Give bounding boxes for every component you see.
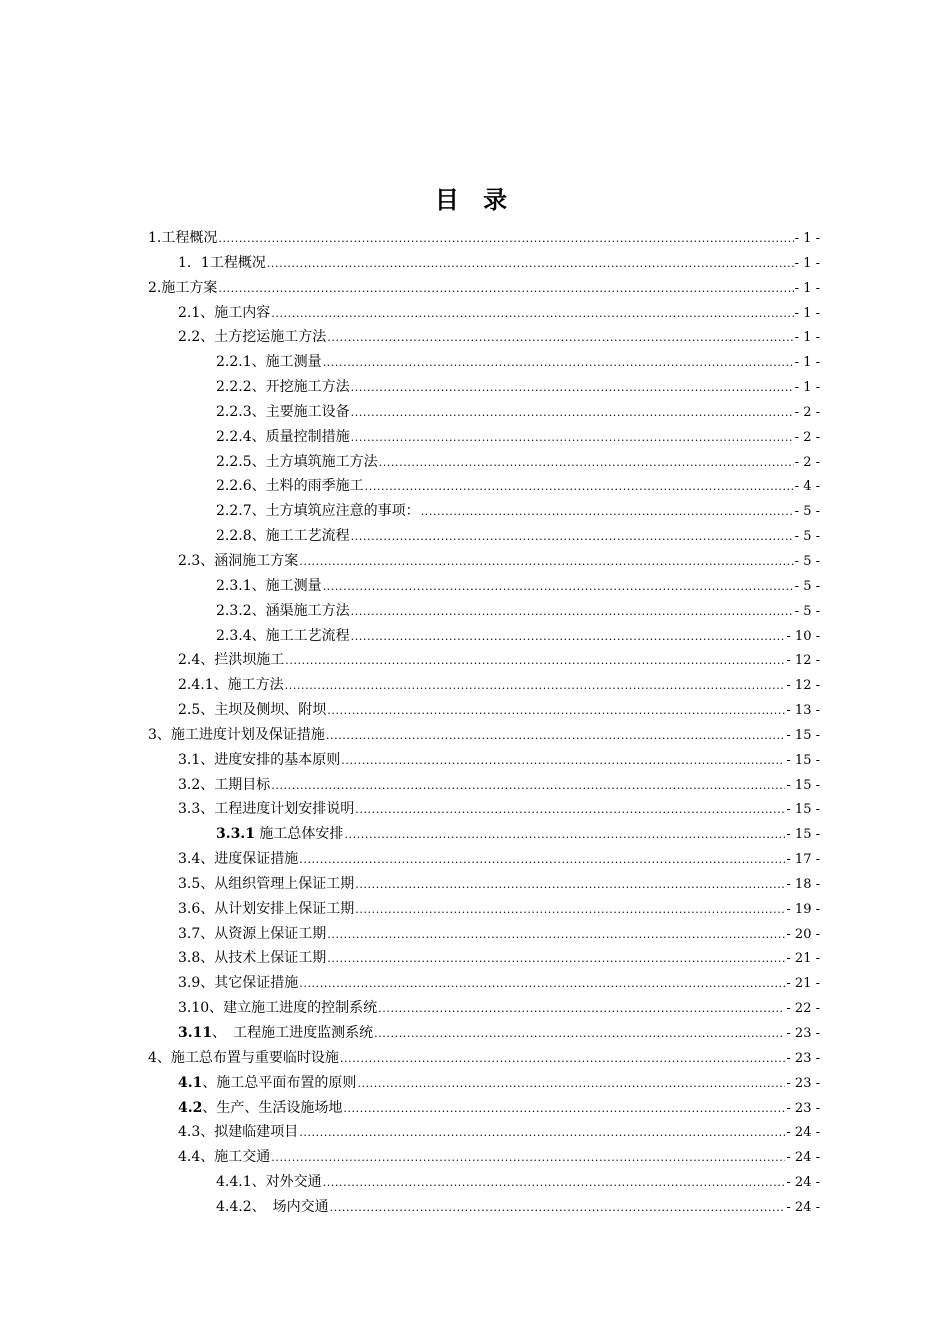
- toc-entry-text: 3.5、从组织管理上保证工期: [178, 875, 355, 892]
- toc-entry-text: 2.4、拦洪坝施工: [178, 652, 285, 669]
- toc-entry-page-number: - 12 -: [786, 653, 820, 669]
- dot-leader: [355, 898, 785, 923]
- toc-entry[interactable]: [148, 847, 820, 872]
- toc-entry-text: 2.2.4、质量控制措施: [216, 428, 350, 445]
- toc-entry-page-number: - 1 -: [794, 305, 820, 321]
- toc-entry[interactable]: [148, 226, 820, 251]
- toc-entry-text: 2.2.5、土方填筑施工方法: [216, 453, 378, 470]
- dot-leader: [340, 1047, 785, 1072]
- toc-entry-page-number: - 2 -: [794, 404, 820, 420]
- toc-entry-label: [216, 499, 420, 524]
- toc-entry-page-number: - 12 -: [786, 678, 820, 694]
- toc-entry-label: [178, 1071, 356, 1096]
- toc-entry[interactable]: [148, 474, 820, 499]
- toc-entry-label: [148, 226, 217, 251]
- toc-entry[interactable]: [148, 1071, 820, 1096]
- toc-entry[interactable]: [148, 1170, 820, 1195]
- toc-entry-number: 4.2: [178, 1099, 203, 1116]
- dot-leader: [378, 997, 785, 1022]
- toc-entry-text: 施工总体安排: [254, 826, 344, 843]
- toc-entry[interactable]: [148, 1021, 820, 1046]
- toc-entry-label: [178, 922, 326, 947]
- dot-leader: [323, 1171, 786, 1196]
- toc-entry-text: 3.2、工期目标: [178, 776, 271, 793]
- dot-leader: [355, 798, 785, 823]
- toc-entry-page-number: - 15 -: [786, 777, 820, 793]
- toc-entry-label: [216, 400, 350, 425]
- toc-entry[interactable]: [148, 922, 820, 947]
- toc-entry[interactable]: [148, 872, 820, 897]
- toc-entry-page-number: - 24 -: [786, 1175, 820, 1191]
- toc-entry-page-number: - 1 -: [794, 255, 820, 271]
- toc-entry[interactable]: [148, 748, 820, 773]
- toc-entry-label: [178, 797, 354, 822]
- toc-entry-page-number: - 1 -: [794, 330, 820, 346]
- toc-entry-label: [178, 648, 284, 673]
- toc-entry-label: [178, 773, 270, 798]
- toc-entry-label: [178, 698, 326, 723]
- toc-entry-label: [178, 897, 354, 922]
- toc-entry-label: [178, 1120, 298, 1145]
- toc-entry-label: [216, 375, 350, 400]
- toc-entry-text: 3.10、建立施工进度的控制系统: [178, 1000, 378, 1017]
- toc-entry-label: [216, 574, 322, 599]
- toc-entry-label: [178, 673, 284, 698]
- toc-entry-page-number: - 23 -: [786, 1100, 820, 1116]
- dot-leader: [421, 500, 794, 525]
- toc-entry-text: 、 工程施工进度监测系统: [212, 1025, 374, 1041]
- toc-entry-label: [148, 723, 325, 748]
- toc-entry-page-number: - 2 -: [794, 454, 820, 470]
- toc-entry-label: [178, 872, 354, 897]
- toc-entry-text: 2.2.8、施工工艺流程: [216, 528, 350, 545]
- toc-entry[interactable]: [148, 325, 820, 350]
- toc-entry-label: [216, 524, 350, 549]
- toc-entry-label: [178, 996, 377, 1021]
- toc-entry-label: [148, 1046, 339, 1071]
- toc-entry-page-number: - 1 -: [794, 231, 820, 246]
- toc-entry-label: [178, 748, 340, 773]
- toc-entry[interactable]: [148, 773, 820, 798]
- toc-entry-page-number: - 13 -: [786, 703, 820, 719]
- toc-entry-page-number: - 22 -: [786, 1001, 820, 1017]
- dot-leader: [351, 600, 794, 625]
- toc-entry-text: 3.7、从资源上保证工期: [178, 925, 327, 942]
- toc-entry[interactable]: [148, 1096, 820, 1121]
- toc-entry[interactable]: [148, 946, 820, 971]
- page-title: 目 录: [434, 185, 516, 214]
- toc-entry[interactable]: [148, 1046, 820, 1071]
- dot-leader: [271, 1146, 785, 1171]
- toc-entry-text: 1．1工程概况: [178, 254, 266, 271]
- toc-entry-text: 3.1、进度安排的基本原则: [178, 751, 341, 768]
- toc-entry[interactable]: [148, 450, 820, 475]
- toc-entry[interactable]: [148, 897, 820, 922]
- dot-leader: [326, 724, 785, 749]
- toc-entry[interactable]: [148, 723, 820, 748]
- dot-leader: [323, 575, 794, 600]
- dot-leader: [351, 525, 794, 550]
- toc-entry-text: 2.5、主坝及侧坝、附坝: [178, 702, 327, 719]
- toc-entry-text: 2.2.1、施工测量: [216, 354, 322, 371]
- dot-leader: [351, 426, 794, 451]
- toc-entry-page-number: - 15 -: [786, 802, 820, 818]
- toc-entry-page-number: - 21 -: [786, 951, 820, 967]
- toc-entry-text: 3.8、从技术上保证工期: [178, 950, 327, 967]
- dot-leader: [327, 699, 785, 724]
- toc-entry-page-number: - 2 -: [794, 429, 820, 445]
- toc-entry-label: [216, 599, 350, 624]
- toc-entry-text: 2.3.2、涵渠施工方法: [216, 602, 350, 619]
- toc-entry[interactable]: [148, 1145, 820, 1170]
- dot-leader: [299, 848, 785, 873]
- toc-entry-page-number: - 4 -: [794, 479, 820, 495]
- dot-leader: [379, 451, 794, 476]
- toc-entry-text: 4.3、拟建临建项目: [178, 1124, 299, 1141]
- toc-entry-page-number: - 18 -: [786, 876, 820, 892]
- toc-entry-text: 4.4、施工交通: [178, 1149, 271, 1166]
- toc-entry-label: [178, 301, 270, 326]
- toc-entry-label: [216, 822, 343, 847]
- dot-leader: [327, 947, 785, 972]
- toc-entry-text: 4、施工总布置与重要临时设施: [148, 1049, 339, 1066]
- dot-leader: [365, 475, 794, 500]
- toc-entry-label: [178, 1021, 373, 1046]
- toc-entry-label: [178, 549, 298, 574]
- toc-entry-page-number: - 5 -: [794, 504, 820, 520]
- toc-entry-label: [178, 325, 326, 350]
- toc-entry[interactable]: [148, 425, 820, 450]
- dot-leader: [341, 749, 785, 774]
- table-of-contents: [148, 226, 820, 1220]
- toc-entry-page-number: - 5 -: [794, 553, 820, 569]
- dot-leader: [285, 649, 785, 674]
- toc-entry-text: 2.2.6、土料的雨季施工: [216, 478, 364, 495]
- toc-entry-label: [178, 971, 298, 996]
- toc-entry-text: 2.2、土方挖运施工方法: [178, 329, 327, 346]
- toc-entry-label: [178, 1145, 270, 1170]
- dot-leader: [351, 401, 794, 426]
- toc-entry-label: [216, 474, 364, 499]
- toc-entry[interactable]: [148, 673, 820, 698]
- toc-entry[interactable]: [148, 822, 820, 847]
- toc-entry-label: [178, 847, 298, 872]
- toc-entry[interactable]: [148, 375, 820, 400]
- toc-entry-number: 4.1: [178, 1074, 203, 1091]
- toc-entry-label: [216, 1170, 322, 1195]
- dot-leader: [330, 1196, 786, 1221]
- dot-leader: [327, 326, 793, 351]
- toc-entry-text: 2.1、施工内容: [178, 304, 271, 321]
- toc-entry-number: 3.3.1: [216, 826, 255, 843]
- toc-entry-text: 3.4、进度保证措施: [178, 851, 299, 868]
- toc-entry[interactable]: [148, 524, 820, 549]
- toc-entry[interactable]: [148, 1120, 820, 1145]
- dot-leader: [299, 1121, 785, 1146]
- toc-entry-text: 2.3.4、施工工艺流程: [216, 627, 350, 644]
- toc-entry-page-number: - 23 -: [786, 1075, 820, 1091]
- toc-entry-page-number: - 19 -: [786, 901, 820, 917]
- toc-entry[interactable]: [148, 971, 820, 996]
- toc-entry-page-number: - 15 -: [786, 827, 820, 843]
- toc-entry-text: 、施工总平面布置的原则: [202, 1074, 357, 1091]
- toc-entry-text: 3、施工进度计划及保证措施: [148, 726, 325, 743]
- dot-leader: [327, 923, 785, 948]
- toc-entry-page-number: - 24 -: [786, 1150, 820, 1166]
- toc-entry[interactable]: [148, 1195, 820, 1220]
- toc-entry[interactable]: [148, 797, 820, 822]
- toc-entry-label: [216, 450, 378, 475]
- toc-entry[interactable]: [148, 599, 820, 624]
- dot-leader: [344, 823, 785, 848]
- dot-leader: [355, 873, 785, 898]
- dot-leader: [271, 302, 793, 327]
- toc-entry-text: 1.工程概况: [148, 230, 218, 246]
- toc-entry-text: 3.3、工程进度计划安排说明: [178, 801, 355, 818]
- dot-leader: [374, 1022, 785, 1047]
- toc-entry-page-number: - 24 -: [786, 1199, 820, 1215]
- toc-entry-page-number: - 1 -: [794, 355, 820, 371]
- toc-entry-label: [216, 350, 322, 375]
- toc-entry[interactable]: [148, 574, 820, 599]
- toc-entry-text: 2.2.2、开挖施工方法: [216, 379, 350, 396]
- toc-entry-page-number: - 21 -: [786, 976, 820, 992]
- toc-entry-text: 2.3.1、施工测量: [216, 577, 322, 594]
- dot-leader: [267, 252, 794, 277]
- toc-entry-text: 、生产、生活设施场地: [202, 1099, 343, 1116]
- toc-entry-text: 2.2.7、土方填筑应注意的事项：: [216, 503, 420, 520]
- toc-entry-label: [178, 946, 326, 971]
- toc-entry-page-number: - 20 -: [786, 926, 820, 942]
- toc-entry[interactable]: [148, 698, 820, 723]
- toc-entry-text: 3.9、其它保证措施: [178, 975, 299, 992]
- dot-leader: [218, 227, 793, 252]
- dot-leader: [299, 972, 785, 997]
- toc-entry-page-number: - 10 -: [786, 628, 820, 644]
- toc-entry-number: 3.11: [178, 1025, 213, 1041]
- toc-entry-page-number: - 23 -: [786, 1050, 820, 1066]
- toc-entry-text: 4.4.1、对外交通: [216, 1174, 322, 1191]
- toc-entry[interactable]: [148, 549, 820, 574]
- toc-entry-text: 2.3、涵洞施工方案: [178, 552, 299, 569]
- toc-entry-label: [178, 1096, 342, 1121]
- toc-entry-page-number: - 17 -: [786, 852, 820, 868]
- toc-entry[interactable]: [148, 400, 820, 425]
- dot-leader: [351, 376, 794, 401]
- toc-entry-page-number: - 15 -: [786, 727, 820, 743]
- toc-entry[interactable]: [148, 648, 820, 673]
- dot-leader: [351, 625, 786, 650]
- dot-leader: [323, 351, 794, 376]
- toc-entry-page-number: - 15 -: [786, 752, 820, 768]
- toc-entry-text: 4.4.2、 场内交通: [216, 1198, 329, 1215]
- toc-entry-text: 3.6、从计划安排上保证工期: [178, 900, 355, 917]
- toc-entry-text: 2.4.1、施工方法: [178, 677, 284, 694]
- toc-entry-page-number: - 1 -: [794, 280, 820, 296]
- toc-entry-label: [178, 251, 266, 276]
- toc-entry[interactable]: [148, 301, 820, 326]
- dot-leader: [299, 550, 793, 575]
- toc-entry[interactable]: [148, 996, 820, 1021]
- dot-leader: [343, 1097, 785, 1122]
- toc-entry-page-number: - 1 -: [794, 380, 820, 396]
- toc-entry[interactable]: [148, 624, 820, 649]
- dot-leader: [271, 774, 785, 799]
- dot-leader: [285, 674, 786, 699]
- dot-leader: [357, 1072, 785, 1097]
- toc-entry-text: 2.2.3、主要施工设备: [216, 403, 350, 420]
- dot-leader: [218, 277, 793, 302]
- toc-entry-label: [216, 624, 350, 649]
- toc-entry-label: [148, 276, 217, 301]
- toc-entry-page-number: - 23 -: [786, 1026, 820, 1041]
- toc-entry-text: 2.施工方案: [148, 279, 218, 296]
- toc-entry-label: [216, 425, 350, 450]
- toc-entry-label: [216, 1195, 329, 1220]
- toc-entry[interactable]: [148, 350, 820, 375]
- toc-entry-page-number: - 5 -: [794, 578, 820, 594]
- toc-entry[interactable]: [148, 499, 820, 524]
- toc-entry-page-number: - 24 -: [786, 1125, 820, 1141]
- toc-entry[interactable]: [148, 276, 820, 301]
- toc-entry-page-number: - 5 -: [794, 529, 820, 545]
- toc-entry-page-number: - 5 -: [794, 603, 820, 619]
- toc-entry[interactable]: [148, 251, 820, 276]
